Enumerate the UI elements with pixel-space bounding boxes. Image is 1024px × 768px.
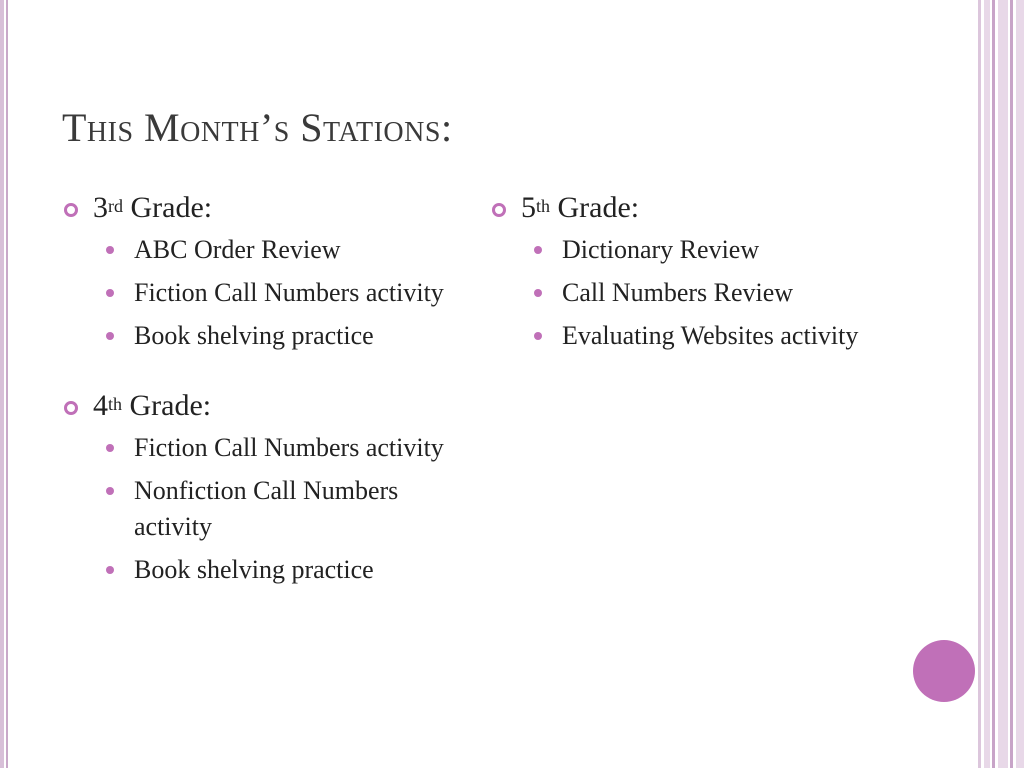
list-item [62,473,454,545]
decorative-stripe [998,0,1008,768]
list-item-text: Book shelving practice [134,321,374,350]
grade-ordinal-suffix: th [536,196,551,216]
grade-number: 4 [93,389,108,422]
grade-heading [62,190,462,226]
list-item-text: Nonfiction Call Numbers activity [134,476,399,541]
station-list [490,232,890,354]
grade-group-5th [490,190,890,354]
grade-group-4th [62,388,462,588]
list-item [490,232,882,268]
list-item [62,552,454,588]
list-item-text: Fiction Call Numbers activity [134,433,444,462]
ring-bullet-icon [492,203,506,217]
grade-number: 3 [93,191,108,224]
slide-title: This Month’s Stations: [62,105,453,150]
grade-label: Grade: [122,389,212,422]
dot-bullet-icon [106,444,114,452]
grade-label: Grade: [123,191,213,224]
decorative-circle [913,640,975,702]
dot-bullet-icon [106,246,114,254]
left-border-stripe [0,0,4,768]
grade-ordinal-suffix: rd [108,196,123,216]
decorative-stripe [1016,0,1024,768]
decorative-stripe [1010,0,1013,768]
list-item-text: Evaluating Websites activity [562,321,859,350]
station-list [62,430,462,588]
list-item [490,275,882,311]
grade-ordinal-suffix: th [108,394,123,414]
dot-bullet-icon [534,289,542,297]
grade-label: Grade: [550,191,640,224]
decorative-stripe [992,0,995,768]
decorative-stripe [984,0,990,768]
list-item [490,318,882,354]
grade-heading [62,388,462,424]
dot-bullet-icon [534,246,542,254]
dot-bullet-icon [106,566,114,574]
list-item-text: Dictionary Review [562,235,760,264]
right-decorative-stripes [978,0,1024,768]
dot-bullet-icon [106,332,114,340]
dot-bullet-icon [534,332,542,340]
right-column [490,190,890,388]
list-item-text: Book shelving practice [134,555,374,584]
list-item-text: Fiction Call Numbers activity [134,278,444,307]
left-border-stripe [6,0,8,768]
list-item [62,430,454,466]
grade-group-3rd [62,190,462,354]
list-item [62,275,454,311]
dot-bullet-icon [106,289,114,297]
ring-bullet-icon [64,203,78,217]
ring-bullet-icon [64,401,78,415]
list-item [62,232,454,268]
list-item-text: ABC Order Review [134,235,341,264]
left-column [62,190,462,622]
station-list [62,232,462,354]
decorative-stripe [978,0,981,768]
grade-heading [490,190,890,226]
list-item-text: Call Numbers Review [562,278,794,307]
grade-number: 5 [521,191,536,224]
dot-bullet-icon [106,487,114,495]
list-item [62,318,454,354]
